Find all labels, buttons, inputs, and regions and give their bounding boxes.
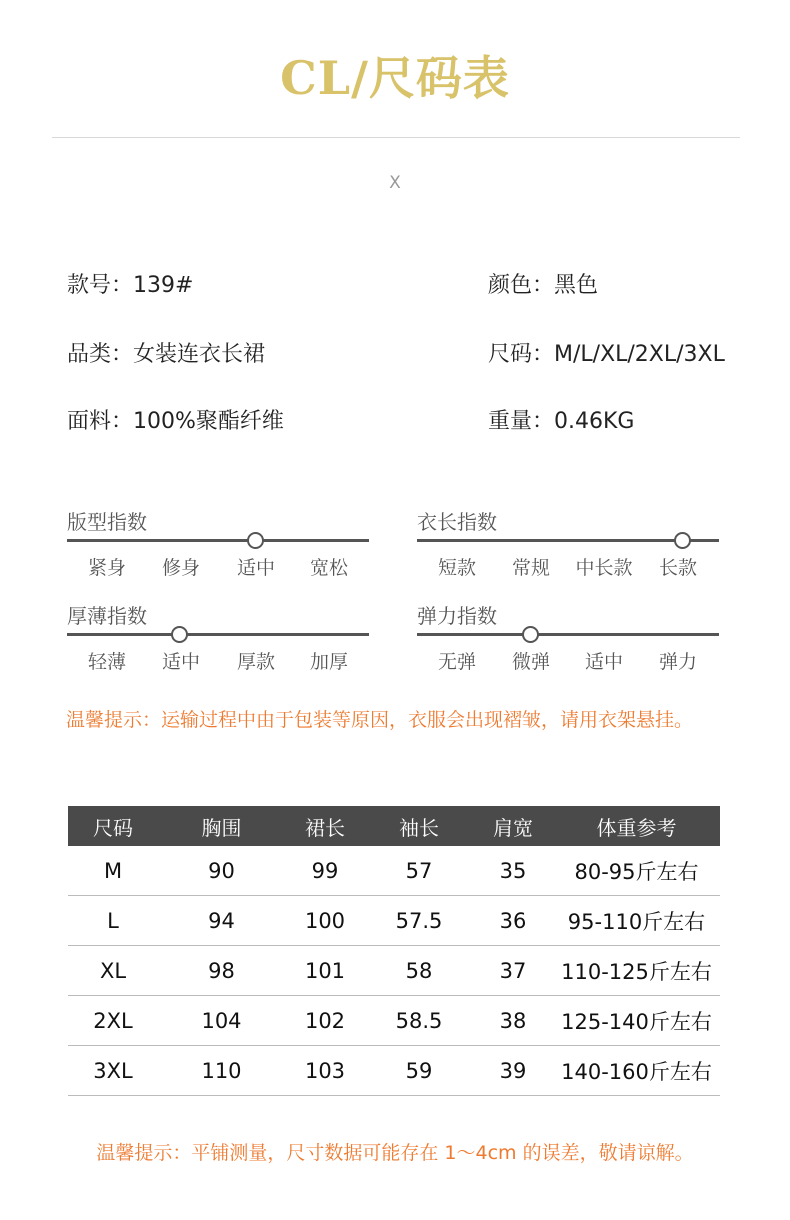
- index-title: 弹力指数: [417, 604, 497, 628]
- table-cell: 2XL: [68, 996, 158, 1046]
- table-cell: M: [68, 846, 158, 896]
- table-row: [68, 1046, 720, 1096]
- table-cell: 104: [158, 996, 285, 1046]
- spec-sizes: 尺码：M/L/XL/2XL/3XL: [488, 342, 725, 367]
- table-header-cell: 体重参考: [553, 806, 720, 846]
- size-table: [68, 806, 720, 1096]
- index-knob: [674, 532, 691, 549]
- table-cell: 110-125斤左右: [553, 946, 720, 996]
- close-icon[interactable]: X: [389, 173, 401, 193]
- table-cell: 36: [473, 896, 553, 946]
- page-title: CL/尺码表: [280, 51, 510, 105]
- table-header-cell: 裙长: [285, 806, 365, 846]
- index-track: [417, 539, 719, 542]
- table-cell: 39: [473, 1046, 553, 1096]
- index-level: 适中: [161, 651, 200, 673]
- table-row: [68, 896, 720, 946]
- table-cell: 58: [365, 946, 473, 996]
- spec-color: 颜色：黑色: [488, 273, 599, 298]
- index-level: 紧身: [87, 557, 126, 579]
- table-header-cell: 胸围: [158, 806, 285, 846]
- table-cell: 99: [285, 846, 365, 896]
- table-header-cell: 尺码: [68, 806, 158, 846]
- table-cell: 125-140斤左右: [553, 996, 720, 1046]
- table-row: [68, 996, 720, 1046]
- index-title: 版型指数: [67, 510, 147, 534]
- index-level: 短款: [437, 557, 476, 579]
- index-title: 厚薄指数: [67, 604, 147, 628]
- index-level: 加厚: [309, 651, 348, 673]
- tip-packaging: 温馨提示：运输过程中由于包装等原因，衣服会出现褶皱，请用衣架悬挂。: [66, 709, 694, 731]
- table-cell: 140-160斤左右: [553, 1046, 720, 1096]
- spec-style-no: 款号：139#: [67, 273, 194, 298]
- tip-measurement: 温馨提示：平铺测量，尺寸数据可能存在 1～4cm 的误差，敬请谅解。: [96, 1142, 694, 1164]
- table-cell: 110: [158, 1046, 285, 1096]
- spec-category: 品类：女装连衣长裙: [67, 342, 266, 367]
- table-cell: 58.5: [365, 996, 473, 1046]
- index-level: 弹力: [658, 651, 697, 673]
- table-header-row: [68, 806, 720, 846]
- index-knob: [171, 626, 188, 643]
- table-header-cell: 肩宽: [473, 806, 553, 846]
- divider: [52, 137, 740, 138]
- index-level: 适中: [584, 651, 623, 673]
- index-level: 中长款: [575, 557, 633, 579]
- index-knob: [522, 626, 539, 643]
- index-track: [67, 539, 369, 542]
- table-cell: 98: [158, 946, 285, 996]
- index-level: 微弹: [511, 651, 550, 673]
- table-cell: 57: [365, 846, 473, 896]
- table-row: [68, 946, 720, 996]
- table-header-cell: 袖长: [365, 806, 473, 846]
- table-cell: XL: [68, 946, 158, 996]
- table-cell: 95-110斤左右: [553, 896, 720, 946]
- table-cell: 59: [365, 1046, 473, 1096]
- table-cell: 94: [158, 896, 285, 946]
- table-cell: 80-95斤左右: [553, 846, 720, 896]
- index-level: 修身: [161, 557, 200, 579]
- table-cell: 37: [473, 946, 553, 996]
- index-title: 衣长指数: [417, 510, 497, 534]
- table-cell: L: [68, 896, 158, 946]
- spec-fabric: 面料：100%聚酯纤维: [67, 409, 284, 434]
- spec-weight: 重量：0.46KG: [488, 409, 635, 434]
- index-track: [67, 633, 369, 636]
- index-level: 常规: [511, 557, 550, 579]
- table-cell: 3XL: [68, 1046, 158, 1096]
- index-track: [417, 633, 719, 636]
- index-level: 轻薄: [87, 651, 126, 673]
- table-cell: 90: [158, 846, 285, 896]
- index-level: 长款: [658, 557, 697, 579]
- table-cell: 57.5: [365, 896, 473, 946]
- table-cell: 100: [285, 896, 365, 946]
- table-cell: 38: [473, 996, 553, 1046]
- table-row: [68, 846, 720, 896]
- table-cell: 101: [285, 946, 365, 996]
- table-cell: 102: [285, 996, 365, 1046]
- table-cell: 103: [285, 1046, 365, 1096]
- index-level: 宽松: [309, 557, 348, 579]
- index-level: 适中: [236, 557, 275, 579]
- index-level: 厚款: [236, 651, 275, 673]
- index-knob: [247, 532, 264, 549]
- table-cell: 35: [473, 846, 553, 896]
- index-level: 无弹: [437, 651, 476, 673]
